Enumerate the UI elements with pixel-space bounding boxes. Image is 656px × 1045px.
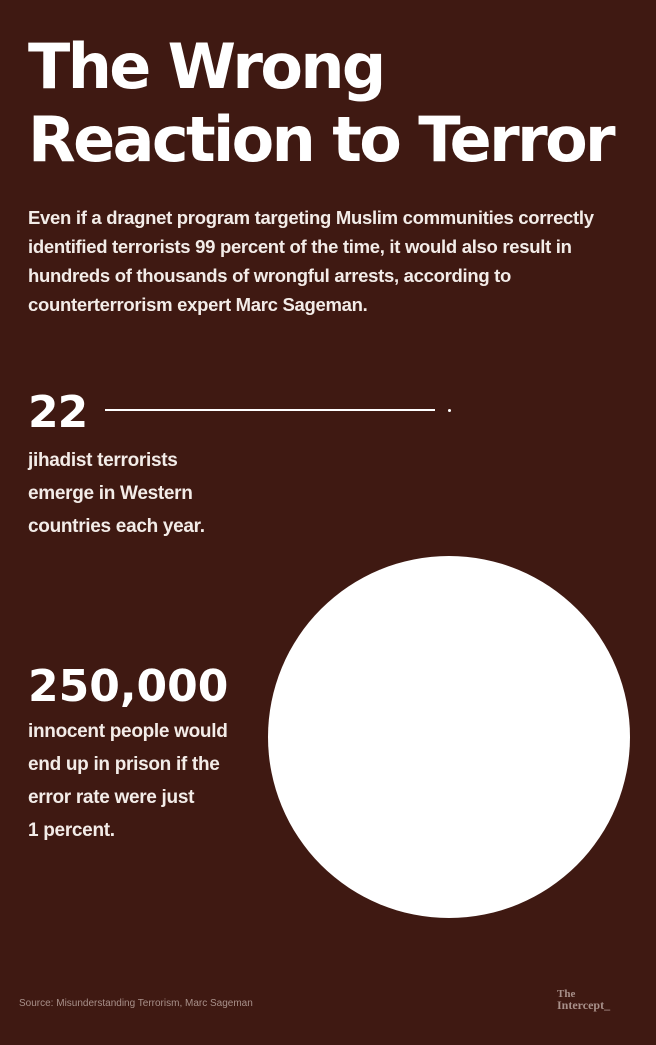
terrorists-description-line: jihadist terrorists [28, 450, 178, 471]
terrorists-description [28, 444, 258, 543]
terrorists-description-line: emerge in Western [28, 483, 193, 504]
innocents-count: 250,000 [28, 661, 229, 712]
terrorists-scale-line [105, 409, 435, 411]
title-line-1: The Wrong [28, 30, 384, 103]
logo-line-1: The [557, 988, 576, 1000]
innocents-description-line: error rate were just [28, 787, 195, 808]
intro-paragraph: Even if a dragnet program targeting Muslim communities correctly identified terrorists 99 percent of the time, it would also result in hundreds of thousands of wrongful arrests, according to counterterrorism expert Marc Sageman. [28, 207, 594, 315]
source-note: Source: Misunderstanding Terrorism, Marc Sageman [19, 998, 253, 1009]
terrorists-count: 22 [28, 387, 88, 438]
innocents-description-line: innocent people would [28, 721, 228, 742]
title-line-2: Reaction to Terror [28, 103, 614, 176]
page-title [28, 30, 638, 176]
logo-line-2: Intercept_ [557, 998, 611, 1012]
innocents-circle [268, 556, 630, 918]
the-intercept-logo [556, 986, 636, 1012]
innocents-description-line: end up in prison if the [28, 754, 220, 775]
innocents-description [28, 715, 268, 847]
terrorists-description-line: countries each year. [28, 516, 205, 537]
terrorists-dot-marker [448, 409, 451, 412]
innocents-description-line: 1 percent. [28, 820, 115, 841]
